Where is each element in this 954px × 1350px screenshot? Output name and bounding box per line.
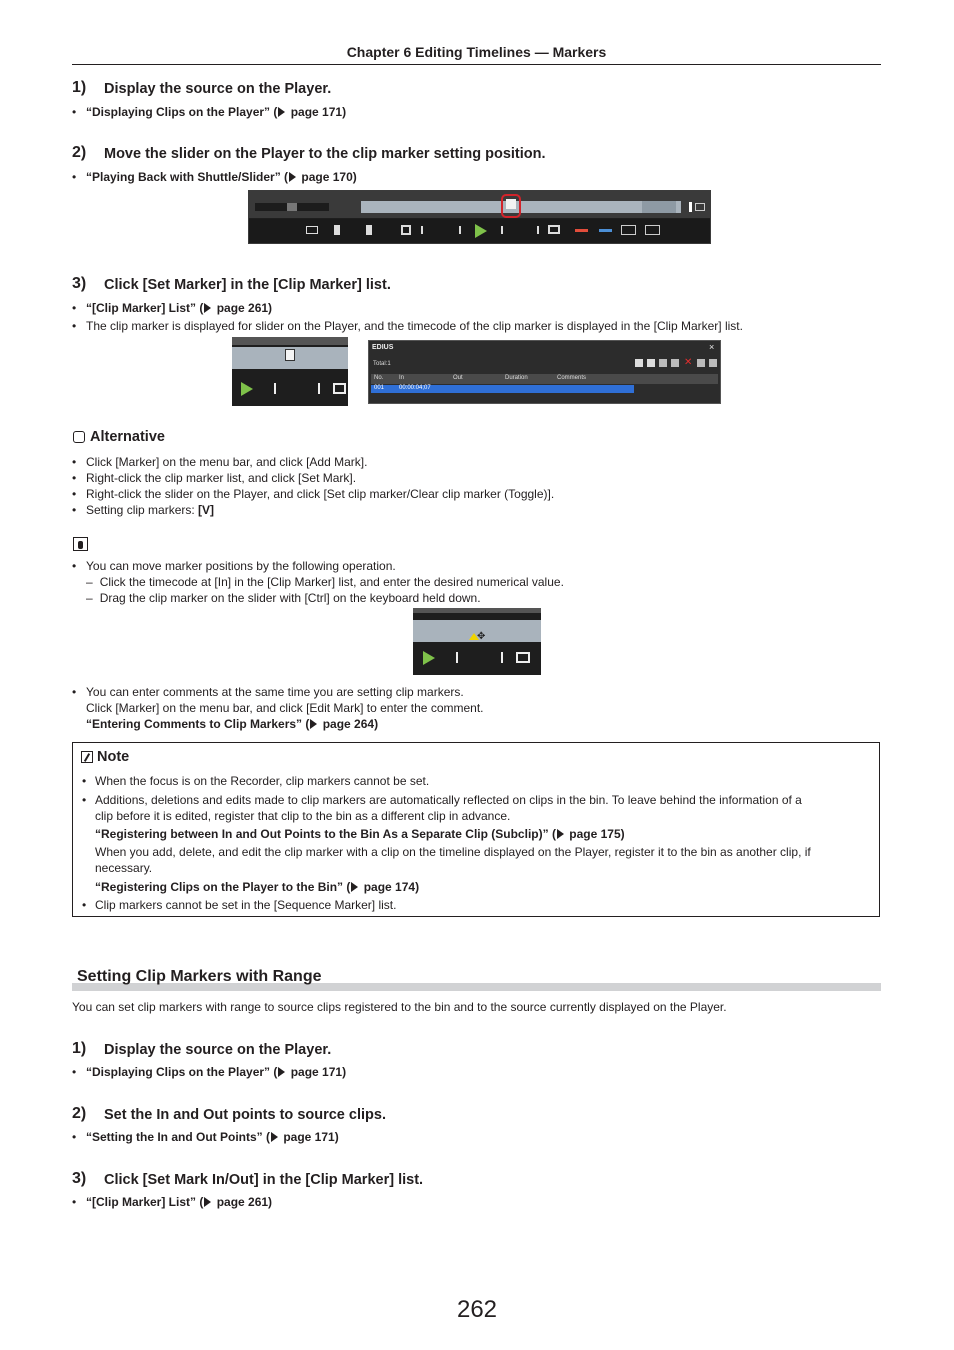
export-icon[interactable] [709, 359, 717, 367]
reference-link[interactable]: “Entering Comments to Clip Markers” ( page 264) [86, 717, 379, 731]
reference-link[interactable]: “Playing Back with Shuttle/Slider” ( page 170) [86, 170, 357, 184]
reference-link[interactable]: “Displaying Clips on the Player” ( page 171) [86, 105, 347, 119]
step-title: Display the source on the Player. [104, 1042, 332, 1058]
drag-marker-screenshot [413, 608, 541, 675]
insert-icon[interactable] [621, 225, 636, 235]
note-text: clip before it is edited, register that clip to the bin as a different clip in advance. [95, 809, 511, 823]
reference-link[interactable]: “Registering Clips on the Player to the Bin” ( page 174) [95, 880, 420, 894]
step-title: Display the source on the Player. [104, 81, 332, 97]
body-item [72, 318, 881, 334]
page-arrow-icon [278, 107, 285, 117]
eject-icon[interactable] [306, 226, 318, 234]
reference-link[interactable]: “Setting the In and Out Points” ( page 171) [86, 1130, 339, 1144]
alternative-icon [73, 431, 85, 443]
note-text: When you add, delete, and edit the clip marker with a clip on the timeline displayed on the Player, register it to the bin as another clip, if [95, 845, 811, 859]
step-title: Click [Set Mark In/Out] in the [Clip Marker] list. [104, 1172, 424, 1188]
note-item: • When the focus is on the Recorder, clip markers cannot be set. [82, 774, 430, 788]
note-box [72, 742, 880, 917]
table-row[interactable] [371, 385, 634, 393]
alternative-item: • Right-click the clip marker list, and click [Set Mark]. [72, 471, 357, 485]
loop-icon[interactable] [333, 383, 346, 394]
step-forward-icon[interactable] [274, 383, 290, 394]
step-title: Set the In and Out points to source clips. [104, 1107, 386, 1123]
rewind-icon[interactable] [421, 226, 439, 234]
column-comments: Comments [557, 375, 587, 381]
bullet: • [72, 105, 77, 119]
slider-track[interactable] [361, 201, 681, 213]
play-icon[interactable] [475, 224, 487, 238]
page-arrow-icon [351, 882, 358, 892]
cell-in[interactable]: 00:00:04;07 [399, 385, 431, 391]
page-arrow-icon [289, 172, 296, 182]
delete-icon[interactable]: ✕ [684, 357, 693, 368]
slider-tail [642, 201, 676, 213]
step-forward-icon[interactable] [456, 652, 472, 663]
step-title: Move the slider on the Player to the clip marker setting position. [104, 146, 546, 162]
match-frame-icon[interactable] [575, 229, 588, 232]
step-number: 3) [72, 1170, 87, 1187]
step-title: Click [Set Marker] in the [Clip Marker] list. [104, 277, 391, 293]
page-arrow-icon [204, 303, 211, 313]
step-number: 2) [72, 1105, 87, 1122]
loop-icon[interactable] [516, 652, 530, 663]
app-title: EDIUS [372, 344, 394, 351]
audio-icon[interactable] [695, 203, 705, 211]
page-number: 262 [456, 1296, 498, 1323]
play-icon[interactable] [423, 651, 435, 665]
column-duration: Duration [505, 375, 528, 381]
step-number: 1) [72, 1040, 87, 1057]
tip-dash-item: – Click the timecode at [In] in the [Clip Marker] list, and enter the desired numerical value. [86, 575, 564, 589]
reference-item: • “Setting the In and Out Points” ( page 171) [72, 1130, 339, 1144]
step-number: 3) [72, 275, 87, 292]
note-icon [81, 751, 93, 763]
player-screenshot [248, 190, 711, 244]
step-number: 1) [72, 79, 87, 96]
chapter-header: Chapter 6 Editing Timelines — Markers [346, 44, 607, 60]
reference-link[interactable]: “[Clip Marker] List” ( page 261) [86, 301, 273, 315]
step-forward-icon[interactable] [501, 226, 515, 234]
column-no: No. [374, 375, 384, 381]
page-arrow-icon [271, 1132, 278, 1142]
reference-item [72, 104, 872, 120]
clip-marker-icon [285, 349, 295, 361]
set-marker-icon[interactable] [635, 359, 643, 367]
step-number: 2) [72, 144, 87, 161]
page-arrow-icon [204, 1197, 211, 1207]
fast-forward-icon[interactable] [300, 383, 320, 394]
section-title: Setting Clip Markers with Range [77, 968, 322, 985]
reference-link[interactable]: “[Clip Marker] List” ( page 261) [86, 1195, 273, 1209]
import-icon[interactable] [697, 359, 705, 367]
reference-item: • “[Clip Marker] List” ( page 261) [72, 1195, 273, 1209]
table-header [371, 374, 718, 384]
shortcut-key: [V] [198, 503, 215, 517]
bullet: • [72, 170, 77, 184]
alternative-item: • Right-click the slider on the Player, and click [Set clip marker/Clear clip marker (Toggle)]. [72, 487, 555, 501]
section-intro: You can set clip markers with range to source clips registered to the bin and to the source currently displayed on the Player. [72, 1000, 727, 1014]
header-rule [72, 64, 881, 65]
prev-marker-icon[interactable] [659, 359, 667, 367]
tip-item: • You can move marker positions by the following operation. [72, 559, 396, 573]
reference-link[interactable]: “Registering between In and Out Points to the Bin As a Separate Clip (Subclip)” ( page 175) [95, 827, 625, 841]
note-text: necessary. [95, 861, 153, 875]
step-back-icon[interactable] [445, 226, 461, 234]
drag-cursor-icon: ✥ [477, 631, 486, 642]
fast-forward-icon[interactable] [521, 226, 539, 234]
note-item: • Additions, deletions and edits made to clip markers are automatically reflected on clips in the bin. To leave behind the information of a [82, 793, 802, 807]
bullet: • [72, 319, 77, 333]
bullet: • [72, 301, 77, 315]
note-item: • Clip markers cannot be set in the [Sequence Marker] list. [82, 898, 397, 912]
fast-forward-icon[interactable] [483, 652, 503, 663]
note-title: Note [97, 749, 130, 765]
next-marker-icon[interactable] [671, 359, 679, 367]
reference-link[interactable]: “Displaying Clips on the Player” ( page 171) [86, 1065, 347, 1079]
shuttle-knob[interactable] [287, 203, 297, 211]
loop-icon[interactable] [548, 225, 560, 234]
reference-item: • “Displaying Clips on the Player” ( page 171) [72, 1065, 347, 1079]
tip-item: • You can enter comments at the same time you are setting clip markers. [72, 685, 464, 699]
stop-icon[interactable] [401, 225, 411, 235]
alternative-title: Alternative [90, 429, 165, 445]
tip-dash-item: – Drag the clip marker on the slider with [Ctrl] on the keyboard held down. [86, 591, 481, 605]
add-to-bin-icon[interactable] [645, 225, 660, 235]
tip-icon [73, 537, 88, 551]
end-mark-icon [689, 202, 692, 212]
page-arrow-icon [278, 1067, 285, 1077]
close-icon[interactable]: × [709, 342, 715, 352]
column-out: Out [453, 375, 463, 381]
set-in-icon[interactable] [334, 225, 340, 235]
page-arrow-icon [557, 829, 564, 839]
marker-detail-screenshot [232, 337, 348, 406]
reference-item [72, 300, 872, 316]
alternative-item: • Setting clip markers: [V] [72, 503, 215, 517]
column-in: In [399, 375, 405, 381]
alternative-item: • Click [Marker] on the menu bar, and click [Add Mark]. [72, 455, 368, 469]
page-arrow-icon [310, 719, 317, 729]
total-count: Total:1 [373, 361, 391, 367]
clip-marker-icon [506, 199, 516, 209]
body-text: The clip marker is displayed for slider on the Player, and the timecode of the clip marker is displayed in the [Clip Marker] list. [86, 319, 743, 333]
clip-marker-list-screenshot [368, 340, 721, 404]
play-icon[interactable] [241, 382, 253, 396]
overwrite-icon[interactable] [599, 229, 612, 232]
cell-no: 001 [374, 385, 385, 391]
tip-text: Click [Marker] on the menu bar, and click [Edit Mark] to enter the comment. [86, 701, 484, 715]
reference-item [72, 169, 872, 185]
set-out-icon[interactable] [366, 225, 372, 235]
set-mark-in-out-icon[interactable] [647, 359, 655, 367]
